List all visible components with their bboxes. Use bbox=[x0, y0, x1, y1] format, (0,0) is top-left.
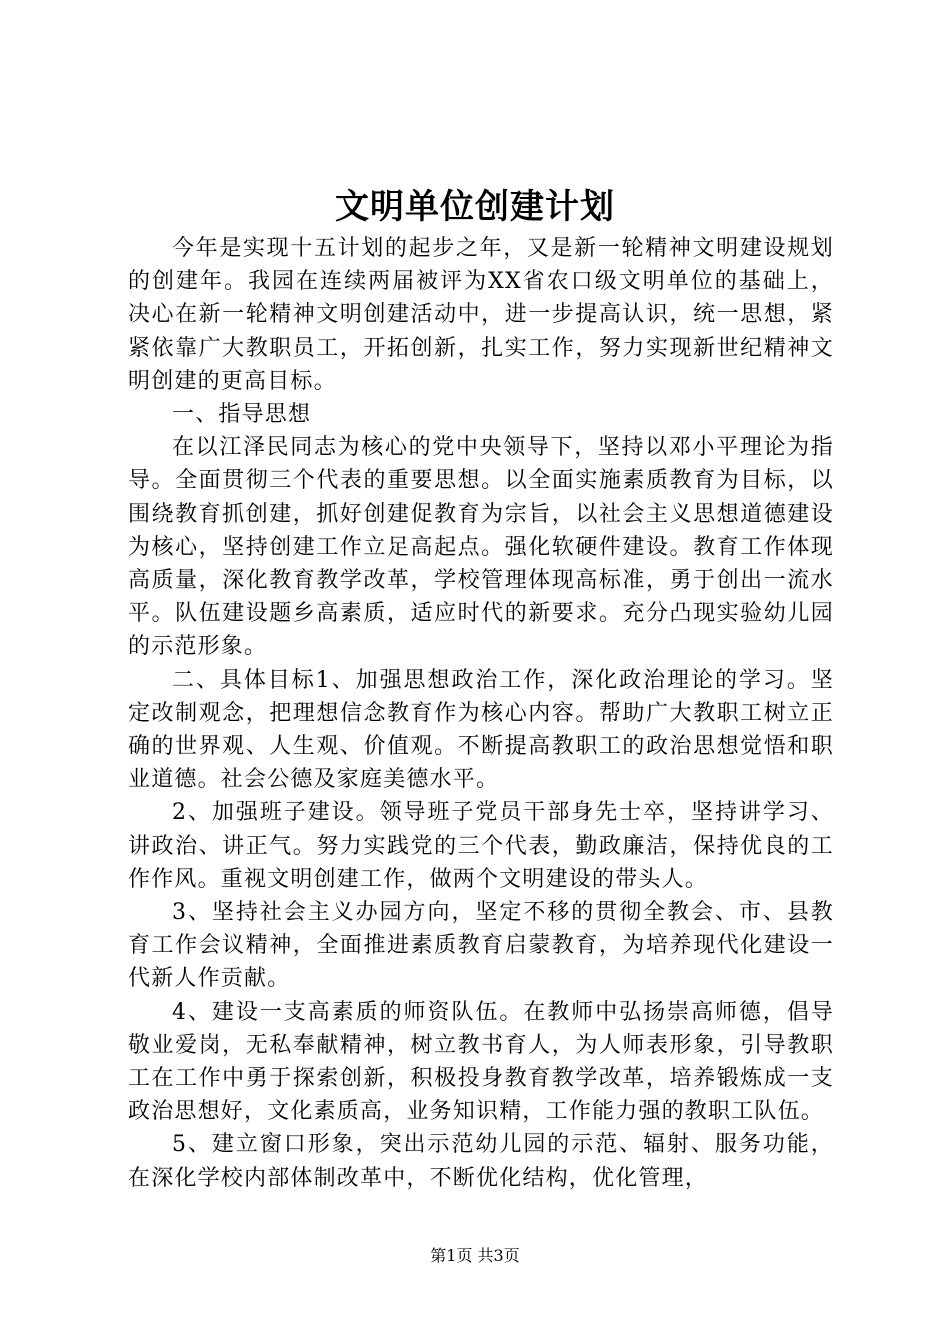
intro-paragraph: 今年是实现十五计划的起步之年，又是新一轮精神文明建设规划的创建年。我园在连续两届被评为XX省农口级文明单位的基础上，决心在新一轮精神文明创建活动中，进一步提高认识，统一思想，紧紧依靠广大教职员工，开拓创新，扎实工作，努力实现新世纪精神文明创建的更高目标。 bbox=[128, 236, 834, 394]
guiding-thought-paragraph: 在以江泽民同志为核心的党中央领导下，坚持以邓小平理论为指导。全面贯彻三个代表的重要思想。以全面实施素质教育为目标，以围绕教育抓创建，抓好创建促教育为宗旨，以社会主义思想道德建设为核心，坚持创建工作立足高起点。强化软硬件建设。教育工作体现高质量，深化教育教学改革，学校管理体现高标准，勇于创出一流水平。队伍建设题乡高素质，适应时代的新要求。充分凸现实验幼儿园的示范形象。 bbox=[128, 435, 834, 660]
specific-goals-paragraph: 二、具体目标1、加强思想政治工作，深化政治理论的学习。坚定改制观念，把理想信念教育作为核心内容。帮助广大教职工树立正确的世界观、人生观、价值观。不断提高教职工的政治思想觉悟和职业道德。社会公德及家庭美德水平。 bbox=[128, 667, 834, 793]
document-body bbox=[128, 232, 834, 1195]
page-number: 第1页 共3页 bbox=[430, 1246, 520, 1265]
goal-4-paragraph: 4、建设一支高素质的师资队伍。在教师中弘扬崇高师德，倡导敬业爱岗，无私奉献精神，树立教书育人，为人师表形象，引导教职工在工作中勇于探索创新，积极投身教育教学改革，培养锻炼成一支政治思想好，文化素质高，业务知识精，工作能力强的教职工队伍。 bbox=[128, 999, 834, 1125]
goal-5-paragraph: 5、建立窗口形象，突出示范幼儿园的示范、辐射、服务功能，在深化学校内部体制改革中，不断优化结构，优化管理， bbox=[128, 1132, 834, 1191]
section-heading-guiding-thought: 一、指导思想 bbox=[172, 402, 312, 428]
goal-2-paragraph: 2、加强班子建设。领导班子党员干部身先士卒，坚持讲学习、讲政治、讲正气。努力实践党的三个代表，勤政廉洁，保持优良的工作作风。重视文明创建工作，做两个文明建设的带头人。 bbox=[128, 800, 834, 892]
page-title: 文明单位创建计划 bbox=[335, 187, 615, 227]
goal-3-paragraph: 3、坚持社会主义办园方向，坚定不移的贯彻全教会、市、县教育工作会议精神，全面推进素质教育启蒙教育，为培养现代化建设一代新人作贡献。 bbox=[128, 900, 834, 992]
